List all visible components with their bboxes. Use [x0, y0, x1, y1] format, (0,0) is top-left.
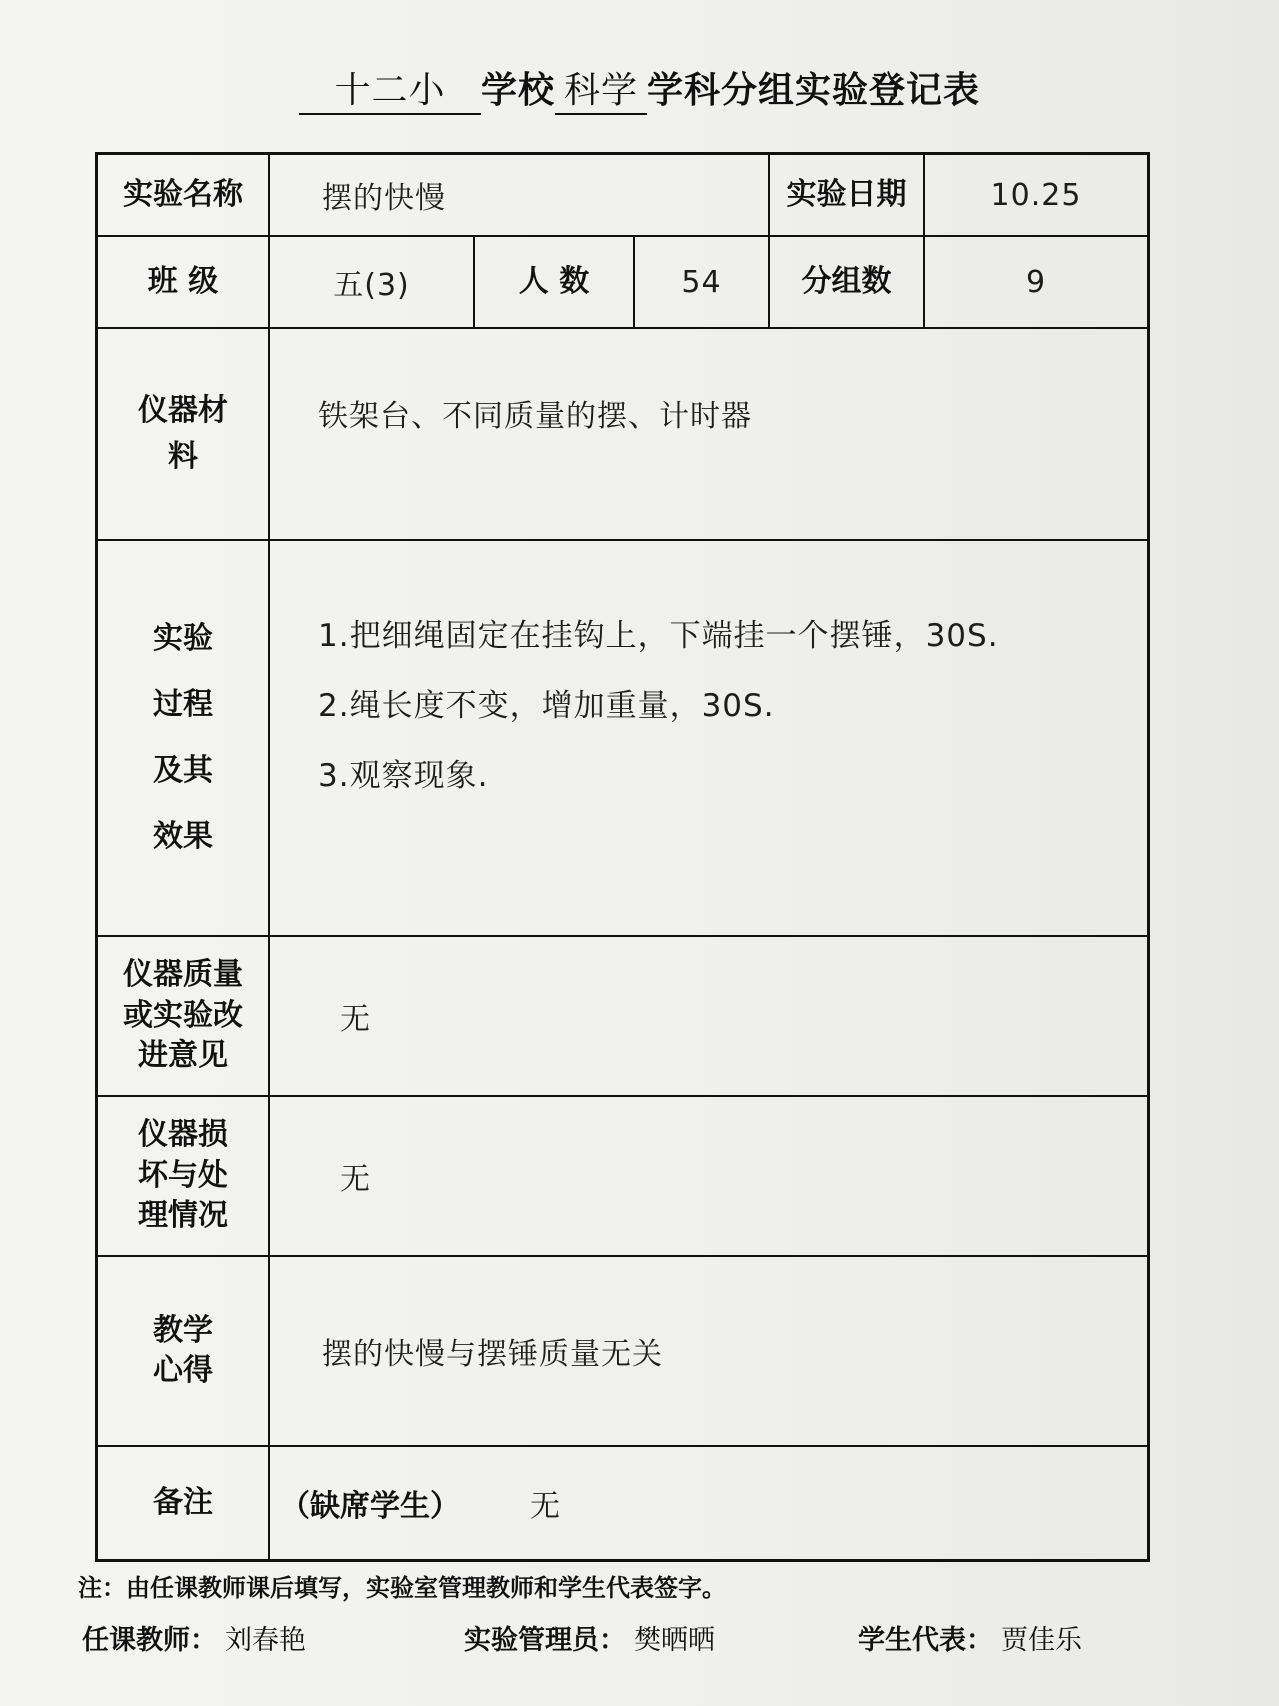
remarks-value: 无	[530, 1489, 561, 1524]
absent-students-label: （缺席学生）	[280, 1489, 460, 1524]
damage-label: 仪器损坏与处理情况	[98, 1097, 270, 1257]
school-name-field: 十二小	[299, 62, 481, 115]
quality-label: 仪器质量或实验改进意见	[98, 937, 270, 1097]
experiment-name-value: 摆的快慢	[270, 155, 770, 237]
student-rep-name: 贾佳乐	[1001, 1625, 1082, 1656]
form-table	[95, 152, 1150, 1562]
form-title-text: 学科分组实验登记表	[647, 69, 981, 111]
lab-manager-name: 樊晒晒	[634, 1625, 715, 1656]
school-label: 学校	[480, 69, 555, 111]
student-rep-signature	[858, 1618, 1082, 1657]
groups-label: 分组数	[770, 237, 925, 329]
remarks-label: 备注	[98, 1447, 270, 1559]
teacher-label: 任课教师：	[82, 1625, 217, 1656]
lab-manager-label: 实验管理员：	[464, 1625, 626, 1656]
class-label: 班 级	[98, 237, 270, 329]
process-steps	[270, 541, 1147, 937]
damage-value: 无	[270, 1097, 1147, 1257]
reflection-value: 摆的快慢与摆锤质量无关	[270, 1257, 1147, 1447]
quality-value: 无	[270, 937, 1147, 1097]
teacher-name: 刘春艳	[225, 1625, 306, 1656]
experiment-name-label: 实验名称	[98, 155, 270, 237]
process-step-3: 3.观察现象.	[318, 758, 489, 794]
experiment-date-label: 实验日期	[770, 155, 925, 237]
form-footnote: 注：由任课教师课后填写，实验室管理教师和学生代表签字。	[78, 1573, 726, 1602]
form-title	[0, 62, 1279, 115]
groups-value: 9	[925, 237, 1147, 329]
process-label: 实验过程及其效果	[98, 541, 270, 937]
process-step-2: 2.绳长度不变，增加重量，30S.	[318, 688, 775, 724]
class-value: 五(3)	[270, 237, 475, 329]
teacher-signature	[82, 1618, 306, 1657]
reflection-label: 教学心得	[98, 1257, 270, 1447]
lab-manager-signature	[464, 1618, 715, 1657]
student-rep-label: 学生代表：	[858, 1625, 993, 1656]
subject-name-field: 科学	[555, 62, 647, 115]
headcount-value: 54	[635, 237, 770, 329]
remarks-cell	[270, 1447, 1147, 1559]
materials-value: 铁架台、不同质量的摆、计时器	[270, 329, 1147, 541]
materials-label: 仪器材料	[98, 329, 270, 541]
experiment-date-value: 10.25	[925, 155, 1147, 237]
headcount-label: 人 数	[475, 237, 635, 329]
process-step-1: 1.把细绳固定在挂钩上，下端挂一个摆锤，30S.	[318, 618, 999, 654]
